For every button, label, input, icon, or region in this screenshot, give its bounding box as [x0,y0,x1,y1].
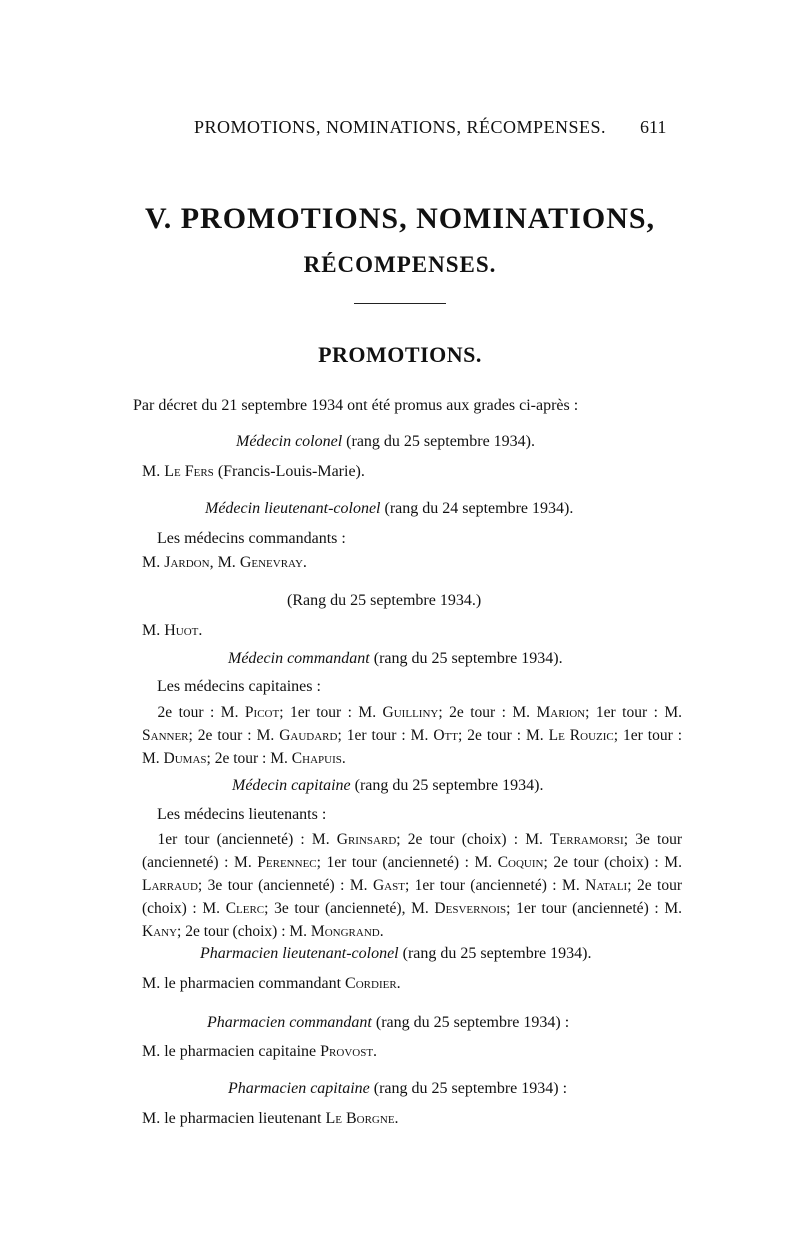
rank-heading-medecin-colonel [236,433,535,451]
person-name: Le Borgne [325,1110,395,1127]
rank-title: Médecin commandant [228,650,370,667]
person-name: Ott [433,727,458,744]
person-name: Marion [536,704,586,721]
rank-date: (rang du 25 septembre 1934) : [373,1080,568,1097]
promotee-line [142,463,365,481]
person-name: Guilliny [382,704,439,721]
person-name: Le Rouzic [548,727,614,744]
text: ; 2e tour : M. [457,727,549,744]
text: . [373,1043,378,1060]
person-name: Jardon [164,554,210,571]
text: . [394,1110,399,1127]
text: . [341,750,346,767]
rank-heading-medecin-capitaine [232,777,543,795]
title-rule [354,303,446,304]
promotee-line [142,1110,399,1128]
text: M. le pharmacien capitaine [142,1043,321,1060]
rank-date: (rang du 24 septembre 1934). [384,500,574,517]
text: ; 1er tour (ancienneté) : M. [316,854,498,871]
text: . [302,554,307,571]
text: ; 1er tour (ancienneté) : M. [506,900,682,917]
text: 2e tour : M. [157,704,245,721]
person-name: Gast [372,877,405,894]
person-name: Gaudard [279,727,338,744]
person-name: Larraud [142,877,198,894]
promotee-line [142,1043,377,1061]
person-name: Coquin [497,854,544,871]
person-name: Grinsard [336,831,397,848]
text: ; 1er tour : M. [279,704,383,721]
text: , M. [209,554,240,571]
rank-date: (rang du 25 septembre 1934). [373,650,563,667]
text: ; 2e tour (choix) : M. [543,854,682,871]
person-name: Chapuis [291,750,342,767]
person-name: Provost [320,1043,374,1060]
rank-heading-medecin-commandant [228,650,563,668]
rank-title: Médecin capitaine [232,777,351,794]
person-name: Clerc [225,900,265,917]
text: ; 2e tour (choix) : M. [177,923,311,940]
rank-title: Pharmacien commandant [207,1014,372,1031]
text: M. [142,463,165,480]
text: ; 1er tour (ancienneté) : M. [404,877,586,894]
rank-title: Pharmacien capitaine [228,1080,370,1097]
group-lead: Les médecins commandants : [157,530,346,547]
rank-title: Pharmacien lieutenant-colonel [200,945,399,962]
text: ; 2e tour (choix) : M. [396,831,551,848]
person-name: Natali [585,877,628,894]
rank-date: (rang du 25 septembre 1934) : [375,1014,570,1031]
text: M. le pharmacien lieutenant [142,1110,326,1127]
rank-date-heading: (Rang du 25 septembre 1934.) [287,592,482,609]
rank-heading-medecin-lieutenant-colonel [205,500,573,518]
promotee-line [142,622,202,640]
running-head: PROMOTIONS, NOMINATIONS, RÉCOMPENSES. [193,117,607,137]
person-name: Sanner [142,727,189,744]
person-name: Mongrand [310,923,380,940]
text: ; 3e tour (ancienneté) : M. [197,877,373,894]
text: ; 1er tour : M. [337,727,434,744]
text: M. [142,622,165,639]
sub-heading: PROMOTIONS. [318,342,482,367]
person-name: Picot [244,704,280,721]
text: 1er tour (ancienneté) : M. [157,831,337,848]
rank-title: Médecin lieutenant-colonel [205,500,381,517]
person-name: Perennec [257,854,317,871]
person-name: Terramorsi [550,831,624,848]
person-name: Huot [164,622,199,639]
rank-date: (rang du 25 septembre 1934). [402,945,592,962]
group-lead: Les médecins lieutenants : [157,806,327,823]
text: (Francis-Louis-Marie). [213,463,365,480]
rank-heading-pharmacien-capitaine [228,1080,567,1098]
rank-date: (rang du 25 septembre 1934). [354,777,544,794]
person-name: Genevray [239,554,303,571]
text: ; 1er tour : M. [585,704,683,721]
text: ; 2e tour : M. [206,750,292,767]
rank-date: (rang du 25 septembre 1934). [346,433,536,450]
text: ; 1er tour : M. [142,727,683,767]
group-lead: Les médecins capitaines : [157,678,321,695]
section-subtitle: RÉCOMPENSES. [303,252,497,277]
text: M. le pharmacien commandant [142,975,346,992]
text: ; 3e tour (ancienneté) : M. [142,831,682,871]
rank-heading-pharmacien-commandant [207,1014,569,1032]
rank-heading-pharmacien-lieutenant-colonel [200,945,591,963]
person-name: Desvernois [434,900,507,917]
person-name: Kany [142,923,178,940]
promotion-list-paragraph [142,701,682,770]
promotee-line [142,554,307,572]
promotee-line [142,975,401,993]
text: ; 3e tour (ancienneté), M. [264,900,435,917]
text: . [198,622,203,639]
text: ; 2e tour : M. [188,727,280,744]
person-name: Cordier [345,975,397,992]
person-name: Dumas [163,750,207,767]
person-name: Le Fers [164,463,214,480]
page-number: 611 [640,117,667,137]
text: M. [142,554,165,571]
text: ; 2e tour (choix) : M. [142,877,682,917]
text: ; 2e tour : M. [438,704,537,721]
text: . [379,923,384,940]
text: . [396,975,401,992]
intro-paragraph: Par décret du 21 septembre 1934 ont été promus aux grades ci-après : [133,397,579,414]
section-title: V. PROMOTIONS, NOMINATIONS, [144,202,656,235]
promotion-list-paragraph [142,828,682,943]
rank-title: Médecin colonel [236,433,343,450]
